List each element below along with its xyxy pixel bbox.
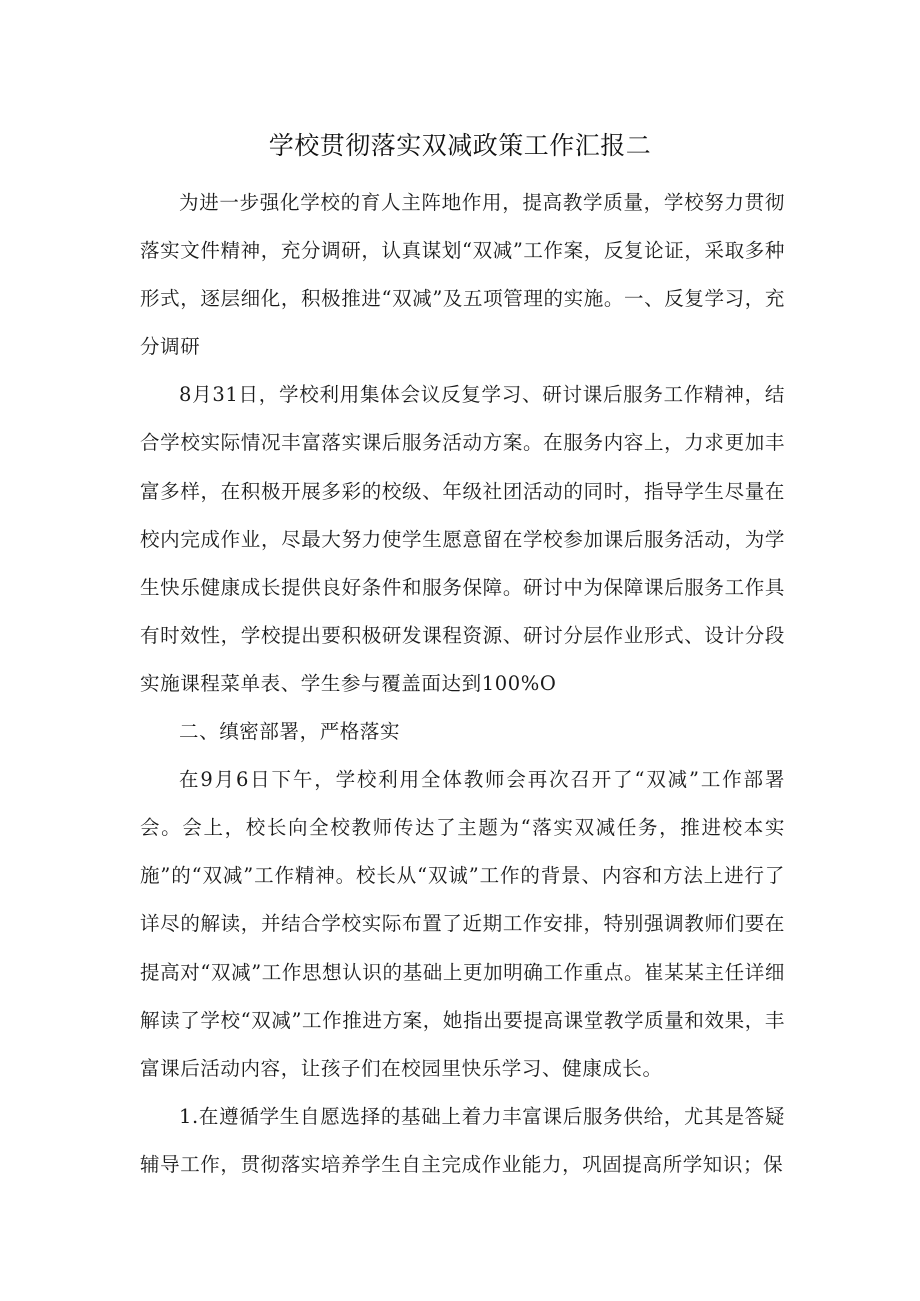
- paragraph-intro: 为进一步强化学校的育人主阵地作用，提高教学质量，学校努力贯彻落实文件精神，充分调研，认真谋划“双减”工作案，反复论证，采取多种形式，逐层细化，积极推进“双减”及五项管理的实施。一、反复学习，充分调研: [140, 191, 785, 359]
- document-body: [140, 179, 785, 1189]
- paragraph-staff-meeting: 在9月6日下午，学校利用全体教师会再次召开了“双减”工作部署会。会上，校长向全校教师传达了主题为“落实双减任务，推进校本实施”的“双减”工作精神。校长从“双诚”工作的背景、内容和方法上进行了详尽的解读，并结合学校实际布置了近期工作安排，特别强调教师们要在提高对“双减”工作思想认识的基础上更加明确工作重点。崔某某主任详细解读了学校“双减”工作推进方案，她指出要提高课堂教学质量和效果，丰富课后活动内容，让孩子们在校园里快乐学习、健康成长。: [140, 768, 785, 1080]
- paragraph-study-research: 8月31日，学校利用集体会议反复学习、研讨课后服务工作精神，结合学校实际情况丰富落实课后服务活动方案。在服务内容上，力求更加丰富多样，在积极开展多彩的校级、年级社团活动的同时，指导学生尽量在校内完成作业，尽最大努力使学生愿意留在学校参加课后服务活动，为学生快乐健康成长提供良好条件和服务保障。研讨中为保障课后服务工作具有时效性，学校提出要积极研发课程资源、研讨分层作业形式、设计分段实施课程菜单表、学生参与覆盖面达到100%O: [140, 383, 785, 695]
- document-title: 学校贯彻落实双减政策工作汇报二: [268, 131, 652, 160]
- section-heading-deployment: 二、缜密部署，严格落实: [179, 720, 401, 744]
- paragraph-item-1: 1.在遵循学生自愿选择的基础上着力丰富课后服务供给，尤其是答疑辅导工作，贯彻落实培养学生自主完成作业能力，巩固提高所学知识；保: [140, 1104, 785, 1176]
